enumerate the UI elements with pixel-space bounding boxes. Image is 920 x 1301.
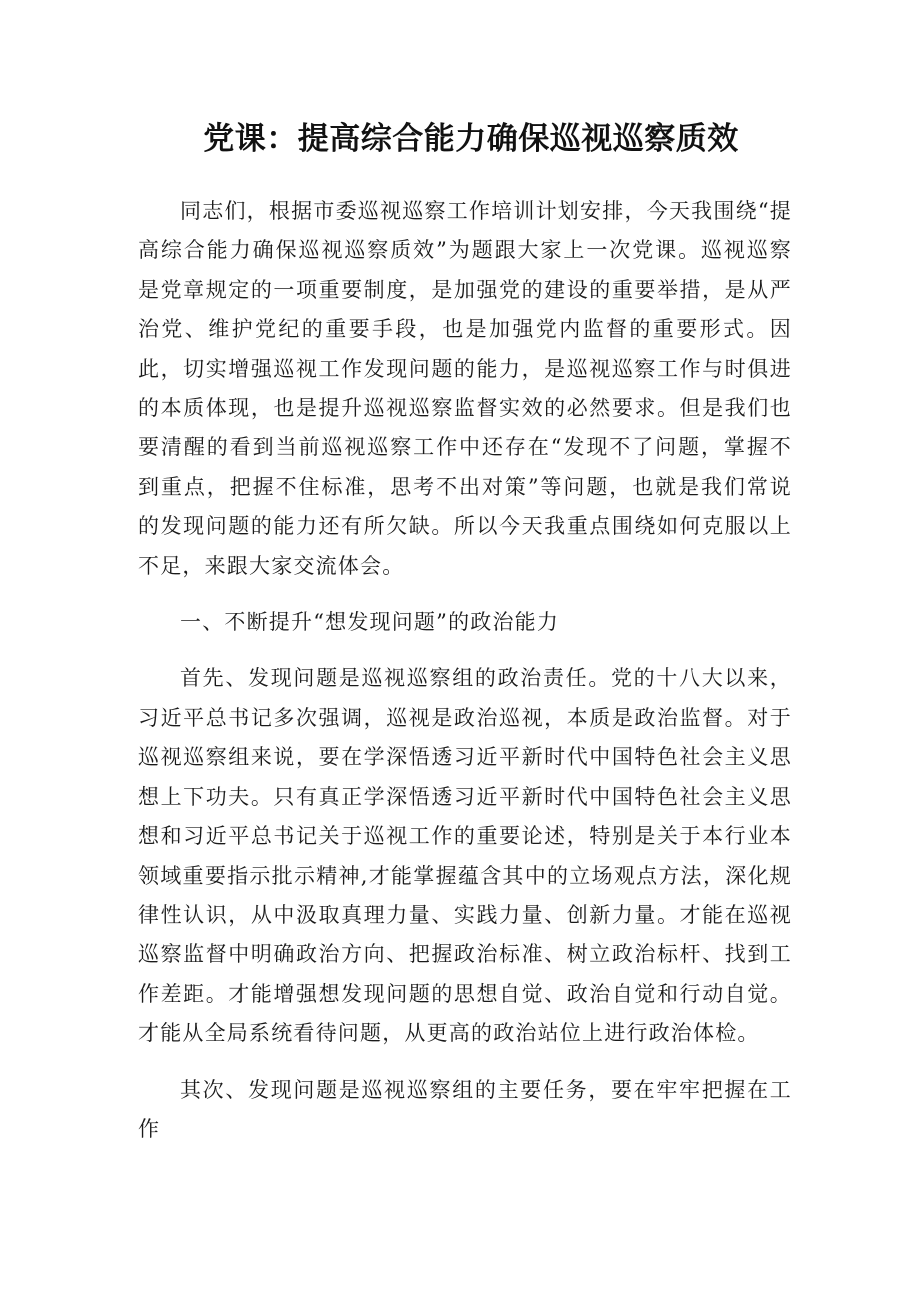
paragraph-second-point: 其次、发现问题是巡视巡察组的主要任务，要在牢牢把握在工作	[138, 1077, 792, 1141]
document-title: 党课：提高综合能力确保巡视巡察质效	[203, 121, 739, 157]
paragraph-first-point: 首先、发现问题是巡视巡察组的政治责任。党的十八大以来，习近平总书记多次强调，巡视是政治巡视，本质是政治监督。对于巡视巡察组来说，要在学深悟透习近平新时代中国特色社会主义思想上下功夫。只有真正学深悟透习近平新时代中国特色社会主义思想和习近平总书记关于巡视工作的重要论述，特别是关于本行业本领域重要指示批示精神,才能掌握蕴含其中的立场观点方法，深化规律性认识，从中汲取真理力量、实践力量、创新力量。才能在巡视巡察监督中明确政治方向、把握政治标准、树立政治标杆、找到工作差距。才能增强想发现问题的思想自觉、政治自觉和行动自觉。才能从全局系统看待问题，从更高的政治站位上进行政治体检。	[138, 666, 792, 1046]
paragraph-intro: 同志们，根据市委巡视巡察工作培训计划安排，今天我围绕“提高综合能力确保巡视巡察质效”为题跟大家上一次党课。巡视巡察是党章规定的一项重要制度，是加强党的建设的重要举措，是从严治党、维护党纪的重要手段，也是加强党内监督的重要形式。因此，切实增强巡视工作发现问题的能力，是巡视巡察工作与时俱进的本质体现，也是提升巡视巡察监督实效的必然要求。但是我们也要清醒的看到当前巡视巡察工作中还存在“发现不了问题，掌握不到重点，把握不住标准，思考不出对策”等问题，也就是我们常说的发现问题的能力还有所欠缺。所以今天我重点围绕如何克服以上不足，来跟大家交流体会。	[138, 199, 792, 578]
section-heading-1: 一、不断提升“想发现问题”的政治能力	[180, 610, 560, 635]
